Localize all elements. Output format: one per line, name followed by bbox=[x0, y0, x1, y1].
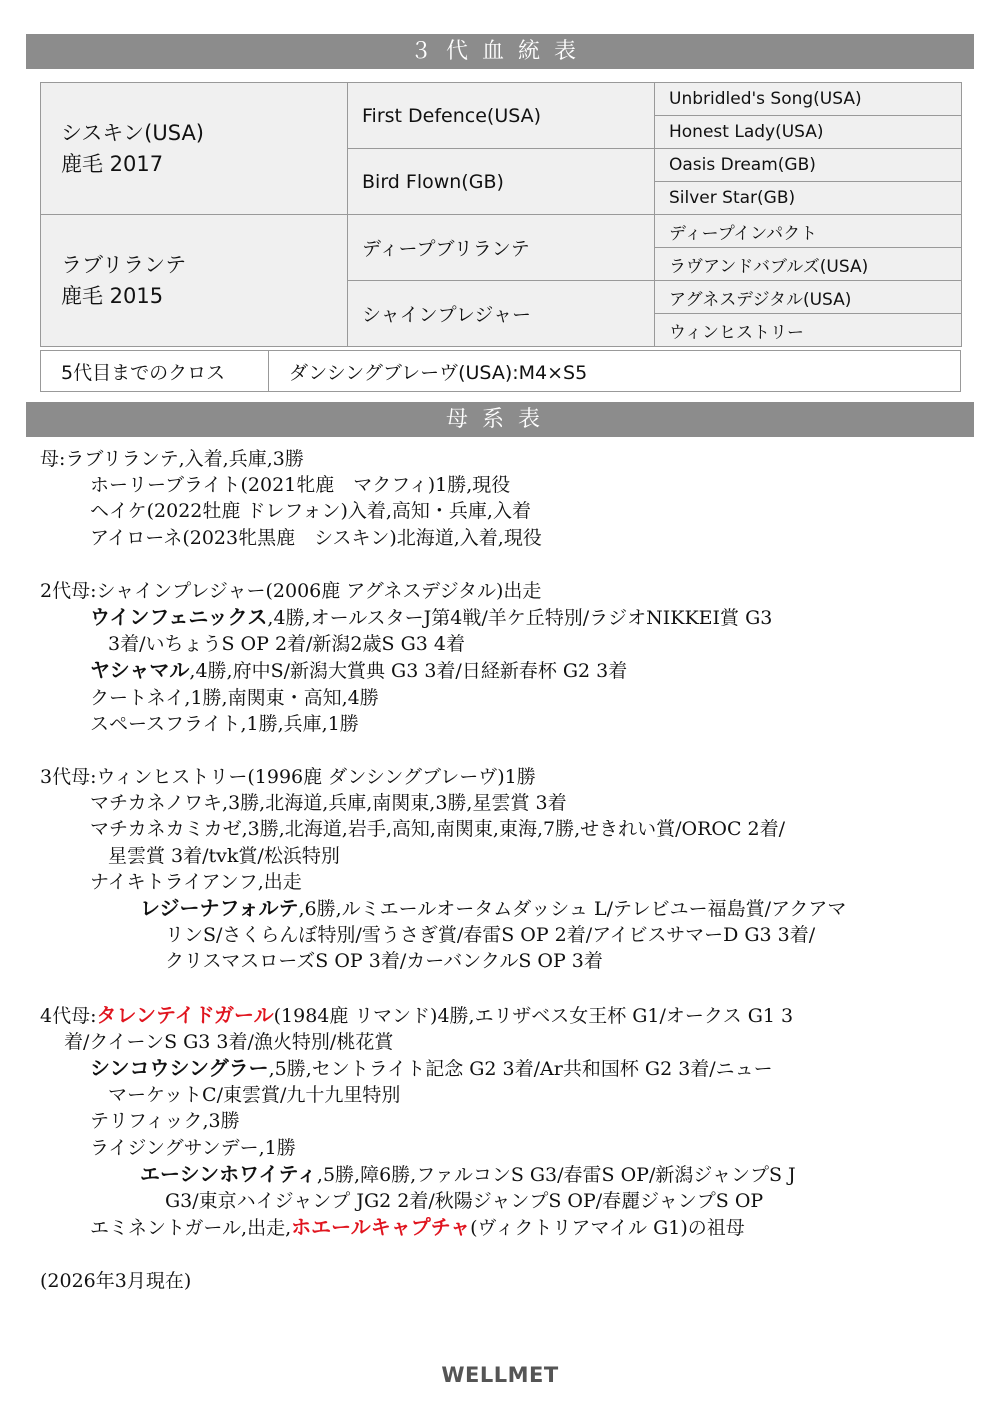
sire-sire: First Defence(USA) bbox=[348, 83, 655, 149]
dam-offspring-1: ホーリーブライト(2021牝鹿 マクフィ)1勝,現役 bbox=[90, 474, 511, 497]
fourth-dam-offspring-2: テリフィック,3勝 bbox=[90, 1110, 240, 1133]
third-dam-line: 3代母:ウィンヒストリー(1996鹿 ダンシングブレーヴ)1勝 bbox=[40, 766, 536, 789]
sire-name: シスキン(USA) bbox=[61, 120, 205, 145]
pedigree-table bbox=[40, 82, 962, 347]
third-dam-grandchild-cont-1: リンS/さくらんぼ特別/雪うさぎ賞/春雷S OP 2着/アイビスサマーD G3 3着/ bbox=[165, 924, 816, 947]
dam-name: ラブリランテ bbox=[61, 252, 187, 277]
dam-sire: ディープブリランテ bbox=[348, 215, 655, 281]
dam-cell bbox=[41, 215, 348, 347]
fourth-dam-grandchild-cont: G3/東京ハイジャンプ JG2 2着/秋陽ジャンプS OP/春麗ジャンプS OP bbox=[165, 1190, 764, 1213]
second-dam-offspring-2: ヤシャマル,4勝,府中S/新潟大賞典 G3 3着/日経新春杯 G2 3着 bbox=[90, 658, 628, 683]
dam-sire-sire: ディープインパクト bbox=[655, 215, 962, 248]
brand-logo: WELLMET bbox=[441, 1363, 559, 1387]
maternal-header: 母系表 bbox=[26, 402, 974, 437]
dam-offspring-2: ヘイケ(2022牡鹿 ドレフォン)入着,高知・兵庫,入着 bbox=[90, 500, 531, 523]
third-dam-offspring-1: マチカネノワキ,3勝,北海道,兵庫,南関東,3勝,星雲賞 3着 bbox=[90, 792, 567, 815]
sire-dam-dam: Silver Star(GB) bbox=[655, 182, 962, 215]
dam-dam: シャインプレジャー bbox=[348, 281, 655, 347]
second-dam-line: 2代母:シャインプレジャー(2006鹿 アグネスデジタル)出走 bbox=[40, 579, 542, 602]
dam-info: 鹿毛 2015 bbox=[61, 283, 164, 308]
sire-info: 鹿毛 2017 bbox=[61, 151, 164, 176]
second-dam-offspring-1: ウインフェニックス,4勝,オールスターJ第4戦/羊ケ丘特別/ラジオNIKKEI賞 G3 bbox=[90, 605, 773, 630]
sire-sire-sire: Unbridled's Song(USA) bbox=[655, 83, 962, 116]
dam-offspring-3: アイローネ(2023牝黒鹿 シスキン)北海道,入着,現役 bbox=[90, 526, 542, 549]
third-dam-offspring-3: ナイキトライアンフ,出走 bbox=[90, 870, 302, 893]
second-dam-offspring-3: クートネイ,1勝,南関東・高知,4勝 bbox=[90, 686, 379, 709]
fourth-dam-grandchild: エーシンホワイティ,5勝,障6勝,ファルコンS G3/春雷S OP/新潟ジャンプS J bbox=[140, 1161, 796, 1186]
fourth-dam-offspring-3: ライジングサンデー,1勝 bbox=[90, 1136, 296, 1159]
horse-name: レジーナフォルテ bbox=[140, 896, 299, 921]
horse-name-highlight: ホエールキャプチャ bbox=[291, 1215, 471, 1240]
dam-sire-dam: ラヴアンドバブルズ(USA) bbox=[655, 248, 962, 281]
maternal-list bbox=[40, 446, 970, 1295]
third-dam-grandchild: レジーナフォルテ,6勝,ルミエールオータムダッシュ L/テレビユー福島賞/アクアマ bbox=[140, 896, 847, 921]
fourth-dam-line: 4代母:タレンテイドガール(1984鹿 リマンド)4勝,エリザベス女王杯 G1/オークス G1 3 bbox=[40, 1002, 794, 1027]
dam-dam-dam: ウィンヒストリー bbox=[655, 314, 962, 347]
fourth-dam-offspring-4: エミネントガール,出走,ホエールキャプチャ(ヴィクトリアマイル G1)の祖母 bbox=[90, 1215, 745, 1240]
horse-name: ヤシャマル bbox=[90, 658, 190, 683]
second-dam-offspring-1-cont: 3着/いちょうS OP 2着/新潟2歳S G3 4着 bbox=[108, 633, 465, 656]
cross-table bbox=[40, 350, 961, 392]
dam-dam-sire: アグネスデジタル(USA) bbox=[655, 281, 962, 314]
horse-name: シンコウシングラー bbox=[90, 1056, 269, 1081]
pedigree-header: ３代血統表 bbox=[26, 34, 974, 69]
fourth-dam-line-cont: 着/クイーンS G3 3着/漁火特別/桃花賞 bbox=[64, 1030, 394, 1053]
third-dam-offspring-2: マチカネカミカゼ,3勝,北海道,岩手,高知,南関東,東海,7勝,せきれい賞/OROC 2着/ bbox=[90, 818, 786, 841]
fourth-dam-offspring-1: シンコウシングラー,5勝,セントライト記念 G2 3着/Ar共和国杯 G2 3着/ニュー bbox=[90, 1056, 773, 1081]
cross-value: ダンシングブレーヴ(USA):M4×S5 bbox=[269, 351, 961, 392]
second-dam-offspring-4: スペースフライト,1勝,兵庫,1勝 bbox=[90, 712, 359, 735]
horse-name-highlight: タレンテイドガール bbox=[96, 1002, 274, 1027]
dam-line: 母:ラブリランテ,入着,兵庫,3勝 bbox=[40, 448, 304, 470]
horse-name: エーシンホワイティ bbox=[140, 1161, 317, 1186]
sire-cell bbox=[41, 83, 348, 215]
sire-sire-dam: Honest Lady(USA) bbox=[655, 116, 962, 149]
cross-label: 5代目までのクロス bbox=[41, 351, 269, 392]
sire-dam-sire: Oasis Dream(GB) bbox=[655, 149, 962, 182]
third-dam-grandchild-cont-2: クリスマスローズS OP 3着/カーバンクルS OP 3着 bbox=[165, 950, 603, 973]
sire-dam: Bird Flown(GB) bbox=[348, 149, 655, 215]
third-dam-offspring-2-cont: 星雲賞 3着/tvk賞/松浜特別 bbox=[108, 844, 340, 867]
date-note: (2026年3月現在) bbox=[40, 1270, 192, 1293]
fourth-dam-offspring-1-cont: マーケットC/東雲賞/九十九里特別 bbox=[108, 1084, 401, 1107]
horse-name: ウインフェニックス bbox=[90, 605, 268, 630]
